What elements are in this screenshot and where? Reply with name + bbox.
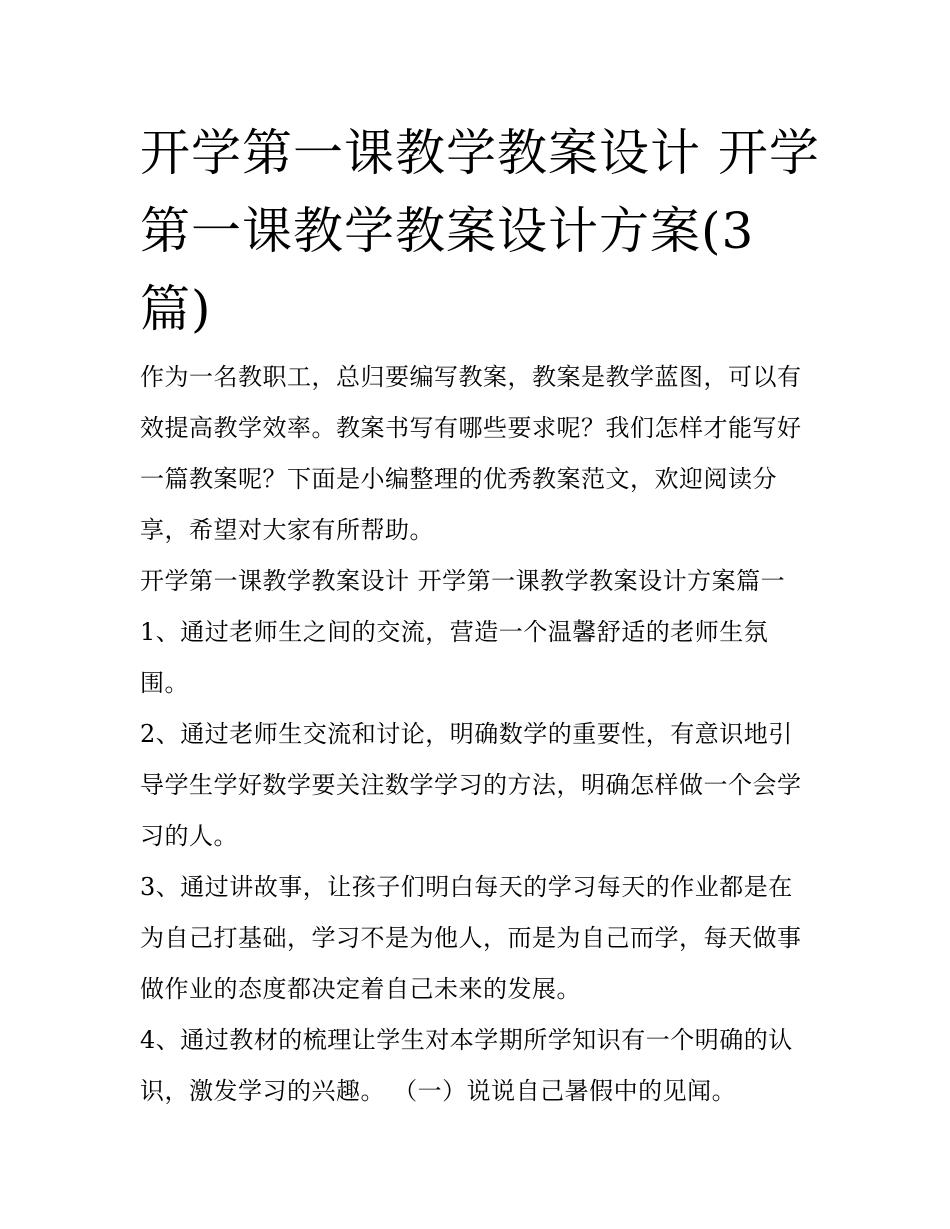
list-item-3-line: 3、通过讲故事，让孩子们明白每天的学习每天的作业都是在 — [140, 873, 793, 901]
document-body — [140, 352, 820, 1117]
section-heading: 开学第一课教学教案设计 开学第一课教学教案设计方案篇一 — [140, 567, 786, 595]
list-item-3-line: 为自己打基础，学习不是为他人，而是为自己而学，每天做事 — [140, 924, 802, 952]
title-line: 第一课教学教案设计方案(3 — [140, 202, 755, 260]
title-line: 篇) — [140, 280, 212, 338]
list-item-3-line: 做作业的态度都决定着自己未来的发展。 — [140, 975, 581, 1003]
list-item-1-line: 围。 — [140, 669, 189, 697]
intro-line: 享，希望对大家有所帮助。 — [140, 516, 434, 544]
list-item-4-line: 识，激发学习的兴趣。 （一）说说自己暑假中的见闻。 — [140, 1077, 737, 1105]
document-title — [140, 114, 820, 348]
list-item-2-line: 2、通过老师生交流和讨论，明确数学的重要性，有意识地引 — [140, 720, 793, 748]
list-item-2-line: 导学生学好数学要关注数学学习的方法，明确怎样做一个会学 — [140, 771, 802, 799]
list-item-4-line: 4、通过教材的梳理让学生对本学期所学知识有一个明确的认 — [140, 1026, 793, 1054]
intro-line: 一篇教案呢？下面是小编整理的优秀教案范文，欢迎阅读分 — [140, 465, 777, 493]
intro-line: 作为一名教职工，总归要编写教案，教案是教学蓝图，可以有 — [140, 363, 802, 391]
list-item-2-line: 习的人。 — [140, 822, 238, 850]
title-line: 开学第一课教学教案设计 开学 — [140, 124, 820, 182]
list-item-1-line: 1、通过老师生之间的交流，营造一个温馨舒适的老师生氛 — [140, 618, 769, 646]
intro-line: 效提高教学效率。教案书写有哪些要求呢？我们怎样才能写好 — [140, 414, 802, 442]
